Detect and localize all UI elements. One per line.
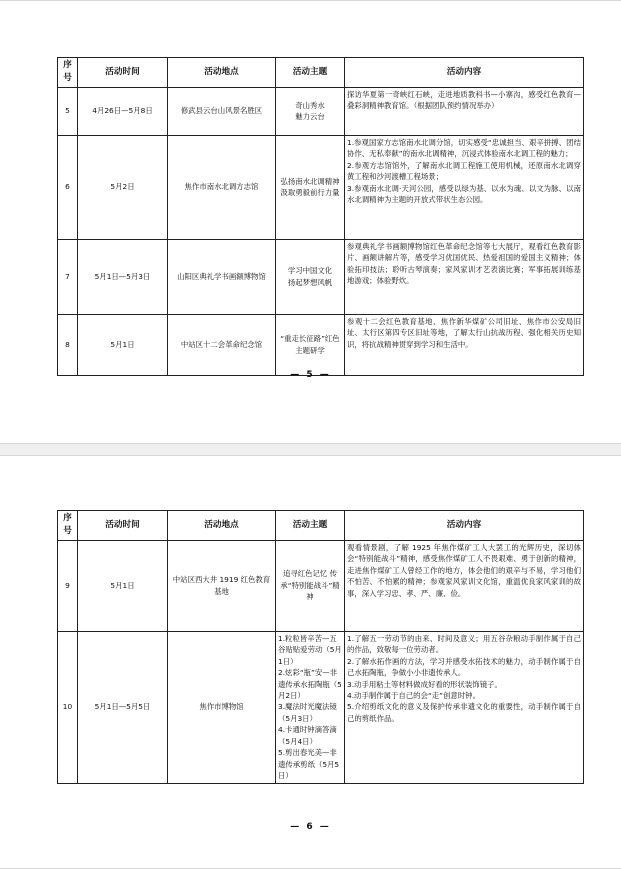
activity-table bbox=[57, 510, 584, 784]
page-number: — 6 — bbox=[290, 822, 331, 832]
header-content: 活动内容 bbox=[345, 58, 584, 88]
content-line: 3.参观南水北调·天河公园，感受以绿为基、以水为魂、以文为脉、以南水北调精神为主题的开放式带状生态公园。 bbox=[347, 183, 581, 204]
cell-no: 6 bbox=[58, 135, 78, 239]
table-row bbox=[58, 87, 584, 135]
cell-no: 7 bbox=[58, 239, 78, 314]
header-place: 活动地点 bbox=[168, 58, 276, 88]
content-line: 参观典礼学书画额博物馆红色革命纪念馆等七大展厅，观看红色教育影片、画额讲解片等，感受学习优国优民、热爱祖国的爱国主义精神；体验拓印技法；聆听古琴演奏；家风家训才艺表演比赛；军事拓展训练基地游戏；体验野炊。 bbox=[347, 241, 581, 286]
cell-no: 8 bbox=[58, 314, 78, 375]
cell-no: 9 bbox=[58, 540, 78, 631]
cell-no: 5 bbox=[58, 87, 78, 135]
table-row bbox=[58, 239, 584, 314]
activity-table bbox=[57, 57, 584, 376]
theme-line: 1.粒粒皆辛苦—五谷贴贴爱劳动（5月1日） bbox=[278, 633, 342, 666]
table-row bbox=[58, 314, 584, 375]
cell-time: 5月1日—5月3日 bbox=[78, 239, 168, 314]
content-line: 1.了解五一劳动节的由来、时间及意义；用五谷杂粮动手制作属于自己的作品，致敬每一位劳动者。 bbox=[347, 633, 581, 655]
theme-line: 追寻红色记忆 传承“特别能战斗”精神 bbox=[280, 569, 340, 602]
theme-line: 奇山秀水 bbox=[295, 100, 325, 110]
table-row bbox=[58, 135, 584, 239]
table-row bbox=[58, 631, 584, 783]
theme-line: “重走长征路”红色 bbox=[280, 334, 340, 344]
theme-line: 5.剪出春光美—非遗传承剪纸（5月5日） bbox=[278, 748, 340, 781]
cell-theme bbox=[276, 239, 345, 314]
content-line: 观看情景剧，了解 1925 年焦作煤矿工人大罢工的光辉历史，深切体会“特别能战斗”精神，感受焦作煤矿工人不畏艰难、勇于创新的精神，走进焦作煤矿工人曾经工作的地方，体会他们的艰辛与不易，学习他们不怕苦、不怕累的精神；参观家风家训文化馆，重温优良家风家训的故事，深入学习忠、孝、严、廉、俭。 bbox=[347, 542, 581, 598]
cell-time: 5月2日 bbox=[78, 135, 168, 239]
header-content: 活动内容 bbox=[345, 511, 584, 541]
table-header-row bbox=[58, 511, 584, 541]
cell-content bbox=[345, 314, 584, 375]
cell-time: 4月26日—5月8日 bbox=[78, 87, 168, 135]
theme-line: 4.卡通时钟滴答滴（5月4日） bbox=[278, 725, 337, 746]
cell-time: 5月1日 bbox=[78, 540, 168, 631]
cell-place: 焦作市博物馆 bbox=[168, 631, 276, 783]
table-row bbox=[58, 540, 584, 631]
theme-line: 扬起梦想风帆 bbox=[287, 277, 333, 287]
page-number: — 5 — bbox=[290, 370, 331, 380]
cell-theme bbox=[276, 135, 345, 239]
cell-time: 5月1日 bbox=[78, 314, 168, 375]
document-page-6 bbox=[0, 455, 621, 869]
cell-place: 焦作市南水北调方志馆 bbox=[168, 135, 276, 239]
cell-place: 修武县云台山风景名胜区 bbox=[168, 87, 276, 135]
cell-place: 中站区十二会革命纪念馆 bbox=[168, 314, 276, 375]
cell-no: 10 bbox=[58, 631, 78, 783]
cell-theme bbox=[276, 631, 345, 783]
table-header-row bbox=[58, 58, 584, 88]
cell-content bbox=[345, 135, 584, 239]
cell-theme bbox=[276, 314, 345, 375]
theme-line: 学习中国文化 bbox=[287, 266, 333, 276]
content-line: 探访华夏第一奇峡红石峡，走进地质教科书—小寨沟，感受红色教育—叠彩洞精神教育馆。（根据团队预约情况举办） bbox=[347, 89, 581, 111]
cell-theme bbox=[276, 540, 345, 631]
cell-place: 中站区西大井 1919 红色教育基地 bbox=[168, 540, 276, 631]
header-no: 序号 bbox=[58, 511, 78, 541]
cell-content bbox=[345, 540, 584, 631]
header-time: 活动时间 bbox=[78, 58, 168, 88]
header-time: 活动时间 bbox=[78, 511, 168, 541]
cell-place: 山阳区典礼学书画额博物馆 bbox=[168, 239, 276, 314]
theme-line: 主题研学 bbox=[295, 345, 325, 355]
theme-line: 弘扬南水北调精神 bbox=[280, 176, 340, 186]
header-place: 活动地点 bbox=[168, 511, 276, 541]
content-line: 4.动手制作属于自己的会“走”创意时钟。 bbox=[347, 690, 480, 700]
content-line: 5.介绍剪纸文化的意义及保护传承非遗文化的重要性，动手制作属于自己的剪纸作品。 bbox=[347, 702, 581, 723]
content-line: 参观十二会红色教育基地、焦作新华煤矿公司旧址、焦作市公安局旧址、太行区第四专区旧址等地，了解太行山抗战历程、强化相关历史知识，将抗战精神贯穿到学习和生活中。 bbox=[347, 316, 581, 349]
theme-line: 2.炫彩“瓶”安—非遗传承水拓陶瓶（5月2日） bbox=[278, 668, 342, 700]
content-line: 2.参观方志馆馆外，了解南水北调工程施工使用机械，还原南水北调穿黄工程和沙河渡槽工程场景； bbox=[347, 160, 581, 182]
theme-line: 3.魔法时光魔法镜（5月3日） bbox=[278, 702, 337, 723]
cell-theme bbox=[276, 87, 345, 135]
content-line: 1.参观国家方志馆南水北调分馆，切实感受“忠诚担当、艰辛拼搏、团结协作、无私奉献”的南水北调精神，沉浸式体验南水北调工程的魅力； bbox=[347, 137, 581, 159]
header-theme: 活动主题 bbox=[276, 58, 345, 88]
cell-content bbox=[345, 631, 584, 783]
cell-time: 5月1日—5月5日 bbox=[78, 631, 168, 783]
content-line: 3.动手用粘土等材料做成好看的形状装饰镜子。 bbox=[347, 679, 502, 689]
cell-content bbox=[345, 87, 584, 135]
header-no: 序号 bbox=[58, 58, 78, 88]
theme-line: 汲取勇毅前行力量 bbox=[280, 188, 340, 198]
header-theme: 活动主题 bbox=[276, 511, 345, 541]
cell-content bbox=[345, 239, 584, 314]
theme-line: 魅力云台 bbox=[295, 112, 325, 122]
content-line: 2.了解水拓作画的方法，学习并感受水拓技术的魅力，动手制作属于自己水拓陶瓶，争做小小非遗传承人。 bbox=[347, 656, 581, 678]
